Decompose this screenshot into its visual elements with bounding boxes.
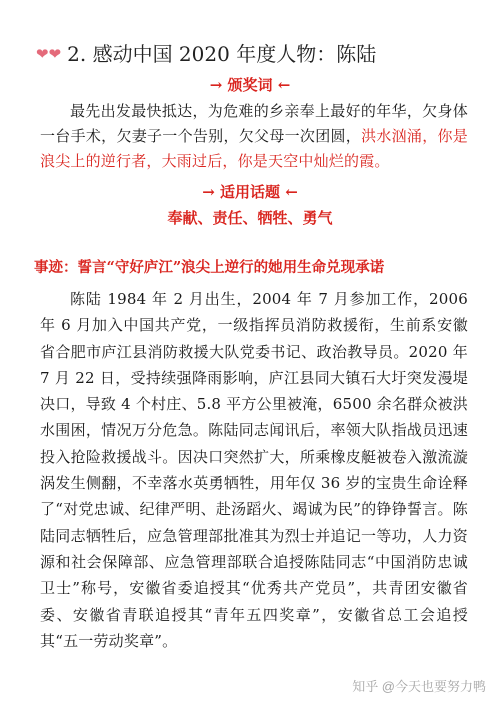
topics-heading: → 适用话题 ← xyxy=(202,183,298,201)
story-body: 陈陆 1984 年 2 月出生，2004 年 7 月参加工作，2006 年 6 月加入中国共产党，一级指挥员消防救援衔，生前系安徽省合肥市庐江县消防救援大队党委书记、政治教导员。2020 年 7 月 22 日，受持续强降雨影响，庐江县同大镇石大圩突发漫堤决口，导致 4 个村庄、5.8 平方公里被淹，6500 余名群众被洪水围困，情况万分危急。陈陆同志闻讯后，率领大队指战员迅速投入抢险救援战斗。因决口突然扩大，所乘橡皮艇被卷入激流漩涡发生侧翻，不幸落水英勇牺牲，用年仅 36 岁的宝贵生命诠释了“对党忠诚、纪律严明、赴汤蹈火、竭诚为民”的铮铮誓言。陈陆同志牺牲后，应急管理部批准其为烈士并追记一等功，人力资源和社会保障部、应急管理部联合追授陈陆同志“中国消防忠诚卫士”称号，安徽省委追授其“优秀共产党员”，共青团安徽省委、安徽省青联追授其“青年五四奖章”，安徽省总工会追授其“五一劳动奖章”。 xyxy=(40,290,468,650)
award-words-highlight: 洪水汹涌，你是浪尖上的逆行者，大雨过后，你是天空中灿烂的霞。 xyxy=(40,127,468,170)
award-words-heading: → 颁奖词 ← xyxy=(209,76,291,94)
section-title-text: 2. 感动中国 2020 年度人物：陈陆 xyxy=(67,42,377,66)
section-title xyxy=(36,40,476,68)
watermark: 知乎 @今天也要努力鸭 xyxy=(352,679,486,694)
award-words-text: 最先出发最快抵达，为危难的乡亲奉上最好的年华，欠身体一台手术，欠妻子一个告别，欠父母一次团圆， xyxy=(40,102,468,145)
award-words-paragraph xyxy=(40,99,468,174)
story-heading: 事迹：誓言“守好庐江”浪尖上逆行的她用生命兑现承诺 xyxy=(34,259,385,276)
hearts-icon: ❤❤ xyxy=(36,45,62,63)
topics-list: 奉献、责任、牺牲、勇气 xyxy=(167,209,333,227)
